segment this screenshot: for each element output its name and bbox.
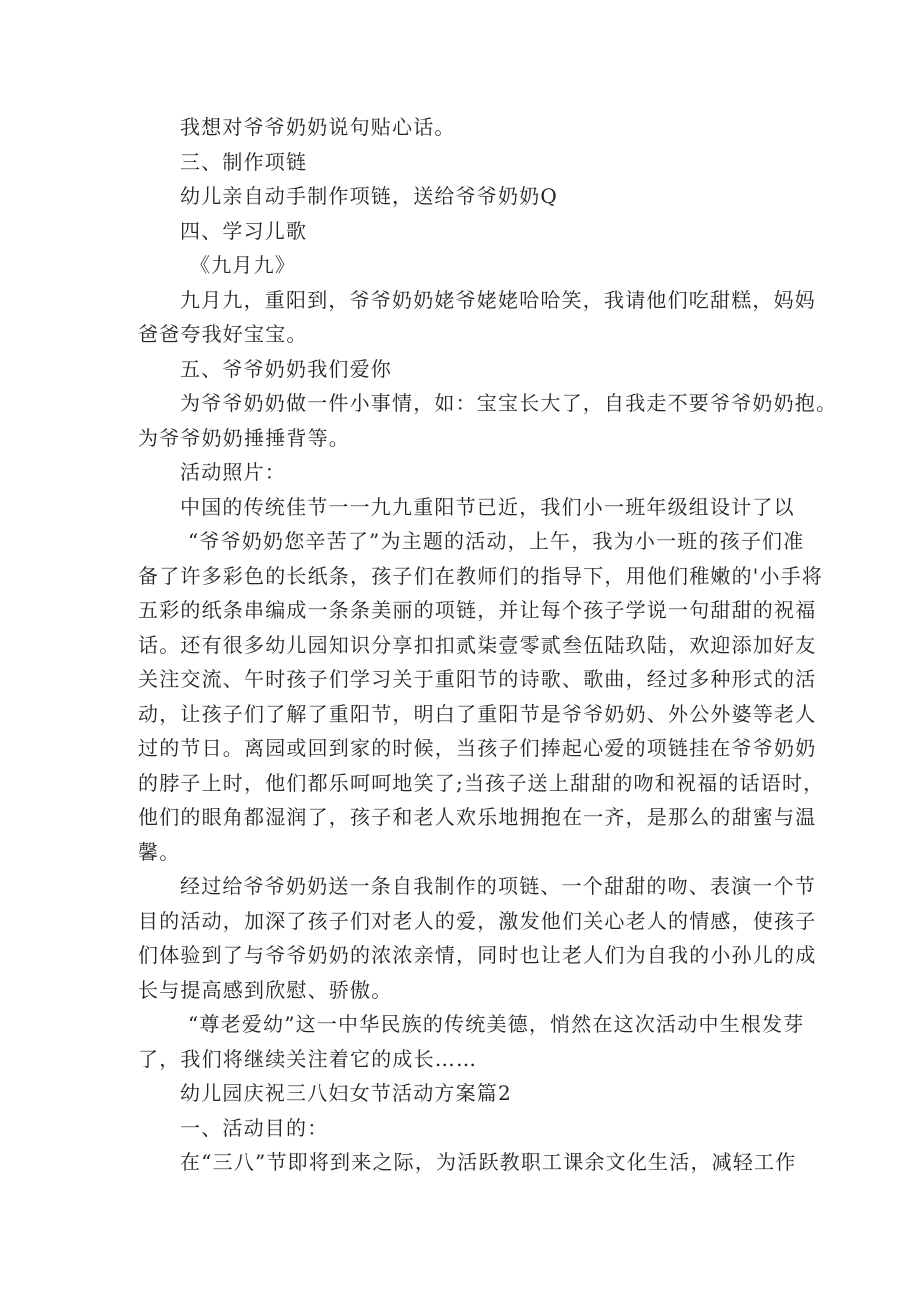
- paragraph-line: 动，让孩子们了解了重阳节，明白了重阳节是爷爷奶奶、外公外婆等老人: [138, 701, 817, 726]
- paragraph-line: 长与提高感到欣慰、骄傲。: [138, 977, 393, 1002]
- paragraph-line: 过的节日。离园或回到家的时候，当孩子们捧起心爱的项链挂在爷爷奶奶: [138, 736, 817, 760]
- paragraph-line: 为爷爷奶奶做一件小事情，如：宝宝长大了，自我走不要爷爷奶奶抱。: [180, 391, 838, 415]
- paragraph-line: 他们的眼角都湿润了，孩子和老人欢乐地拥抱在一齐，是那么的甜蜜与温: [138, 805, 817, 829]
- paragraph-line: “尊老爱幼”这一中华民族的传统美德，悄然在这次活动中生根发芽: [188, 1012, 805, 1036]
- paragraph-line: 我想对爷爷奶奶说句贴心话。: [180, 115, 456, 139]
- section-heading: 五、爷爷奶奶我们爱你: [180, 356, 392, 381]
- section-heading: 一、活动目的：: [180, 1115, 329, 1140]
- paragraph-line: 在“三八”节即将到来之际，为活跃教职工课余文化生活，减轻工作: [180, 1150, 797, 1174]
- document-body: [138, 110, 838, 1180]
- paragraph-line: 了，我们将继续关注着它的成长……: [138, 1046, 478, 1071]
- paragraph-line: 备了许多彩色的长纸条，孩子们在教师们的指导下，用他们稚嫩的'小手将: [138, 563, 824, 588]
- paragraph-line: 中国的传统佳节一一九九重阳节已近，我们小一班年级组设计了以: [180, 494, 795, 519]
- paragraph-line: 目的活动，加深了孩子们对老人的爱，激发他们关心老人的情感，使孩子: [138, 908, 817, 933]
- paragraph-line: 的脖子上时，他们都乐呵呵地笑了;当孩子送上甜甜的吻和祝福的话语时，: [138, 770, 825, 795]
- paragraph-line: 九月九，重阳到，爷爷奶奶姥爷姥姥哈哈笑，我请他们吃甜糕，妈妈: [180, 287, 816, 312]
- paragraph-line: 们体验到了与爷爷奶奶的浓浓亲情，同时也让老人们为自我的小孙儿的成: [138, 943, 817, 967]
- section-heading: 三、制作项链: [180, 149, 308, 174]
- paragraph-line: 活动照片：: [180, 460, 286, 484]
- article-heading: 幼儿园庆祝三八妇女节活动方案篇2: [180, 1081, 512, 1105]
- paragraph-line: 幼儿亲自动手制作项链，送给爷爷奶奶Q: [180, 184, 558, 208]
- paragraph-line: 五彩的纸条串编成一条条美丽的项链，并让每个孩子学说一句甜甜的祝福: [138, 598, 817, 622]
- paragraph-line: 馨。: [138, 839, 181, 864]
- paragraph-line: 为爷爷奶奶捶捶背等。: [138, 425, 350, 450]
- paragraph-line: 经过给爷爷奶奶送一条自我制作的项链、一个甜甜的吻、表演一个节: [180, 874, 816, 898]
- paragraph-line: 话。还有很多幼儿园知识分享扣扣贰柒壹零贰叁伍陆玖陆，欢迎添加好友: [138, 632, 817, 657]
- paragraph-line: “爷爷奶奶您辛苦了”为主题的活动，上午，我为小一班的孩子们准: [188, 529, 805, 553]
- section-heading: 四、学习儿歌: [180, 218, 308, 243]
- paragraph-line: 关注交流、午时孩子们学习关于重阳节的诗歌、歌曲，经过多种形式的活: [138, 667, 817, 691]
- paragraph-line: 爸爸夸我好宝宝。: [138, 322, 308, 346]
- song-title: 《九月九》: [190, 253, 296, 277]
